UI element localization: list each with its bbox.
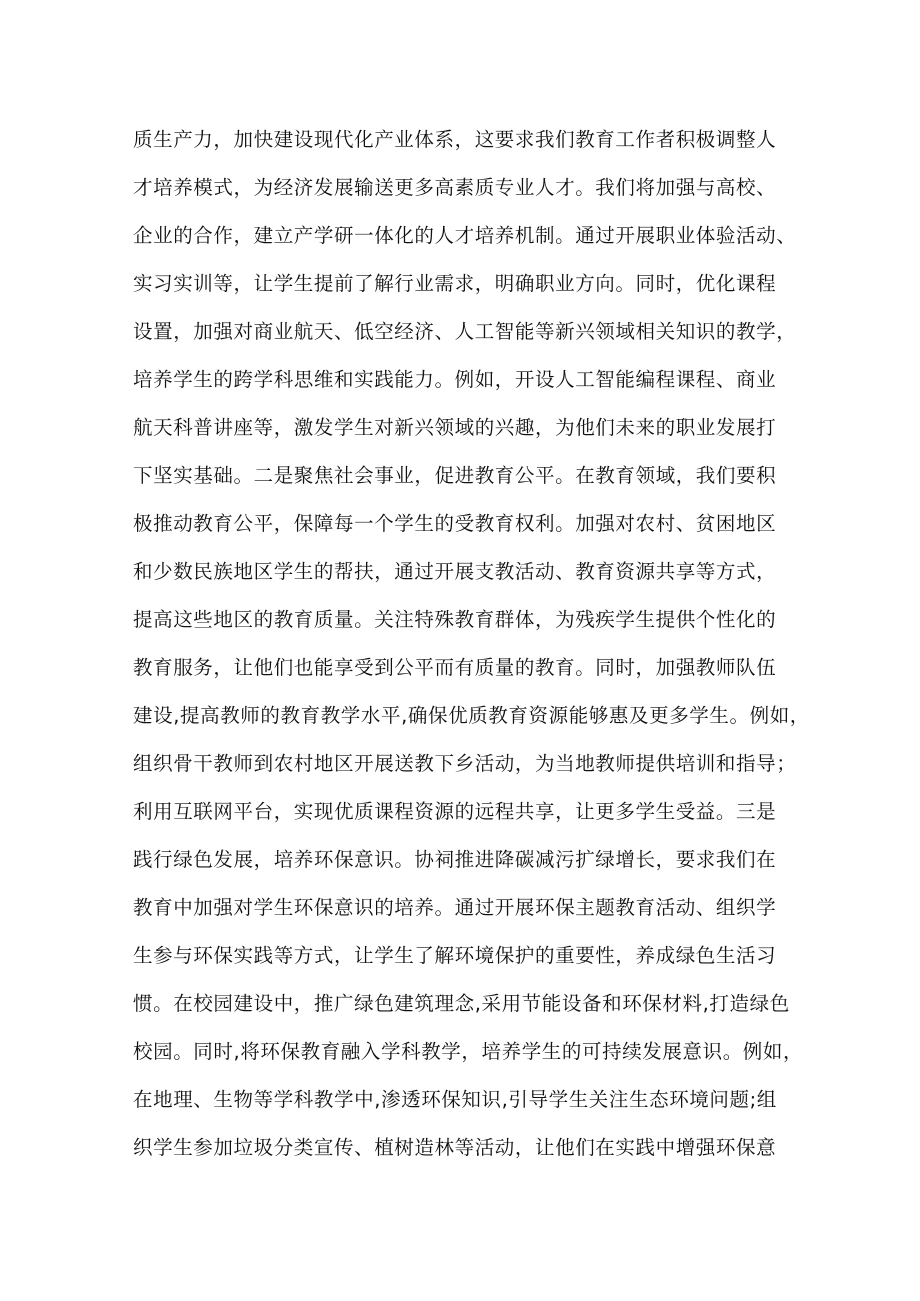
text-line: 教育服务，让他们也能享受到公平而有质量的教育。同时，加强教师队伍 bbox=[133, 656, 777, 679]
text-line: 织学生参加垃圾分类宣传、植树造林等活动，让他们在实践中增强环保意 bbox=[133, 1136, 777, 1159]
text-line: 实习实训等，让学生提前了解行业需求，明确职业方向。同时，优化课程 bbox=[133, 272, 777, 295]
text-line: 组织骨干教师到农村地区开展送教下乡活动，为当地教师提供培训和指导； bbox=[133, 752, 797, 775]
text-line: 培养学生的跨学科思维和实践能力。例如，开设人工智能编程课程、商业 bbox=[133, 368, 777, 391]
text-line: 和少数民族地区学生的帮扶，通过开展支教活动、教育资源共享等方式， bbox=[133, 560, 777, 583]
text-line: 极推动教育公平，保障每一个学生的受教育权利。加强对农村、贫困地区 bbox=[133, 512, 777, 535]
text-line: 质生产力，加快建设现代化产业体系，这要求我们教育工作者积极调整人 bbox=[133, 128, 777, 151]
text-line: 生参与环保实践等方式，让学生了解环境保护的重要性，养成绿色生活习 bbox=[133, 944, 777, 967]
text-line: 利用互联网平台，实现优质课程资源的远程共享，让更多学生受益。三是 bbox=[133, 800, 777, 823]
text-line: 企业的合作，建立产学研一体化的人才培养机制。通过开展职业体验活动、 bbox=[133, 224, 797, 247]
text-line: 设置，加强对商业航天、低空经济、人工智能等新兴领域相关知识的教学， bbox=[133, 320, 797, 343]
text-line: 惯。在校园建设中，推广绿色建筑理念,采用节能设备和环保材料,打造绿色 bbox=[133, 992, 790, 1015]
text-line: 践行绿色发展，培养环保意识。协祠推进降碳减污扩绿增长，要求我们在 bbox=[133, 848, 777, 871]
text-line: 校园。同时,将环保教育融入学科教学，培养学生的可持续发展意识。例如， bbox=[133, 1040, 804, 1063]
text-line: 建设,提高教师的教育教学水平,确保优质教育资源能够惠及更多学生。例如， bbox=[133, 704, 810, 727]
text-line: 在地理、生物等学科教学中,渗透环保知识,引导学生关注生态环境问题;组 bbox=[133, 1088, 777, 1111]
text-line: 提高这些地区的教育质量。关注特殊教育群体，为残疾学生提供个性化的 bbox=[133, 608, 777, 631]
text-line: 教育中加强对学生环保意识的培养。通过开展环保主题教育活动、组织学 bbox=[133, 896, 777, 919]
text-line: 才培养模式，为经济发展输送更多高素质专业人才。我们将加强与高校、 bbox=[133, 176, 777, 199]
text-line: 航天科普讲座等，激发学生对新兴领域的兴趣，为他们未来的职业发展打 bbox=[133, 416, 777, 439]
text-line: 下坚实基础。二是聚焦社会事业，促进教育公平。在教育领域，我们要积 bbox=[133, 464, 777, 487]
body-text bbox=[133, 116, 813, 1172]
